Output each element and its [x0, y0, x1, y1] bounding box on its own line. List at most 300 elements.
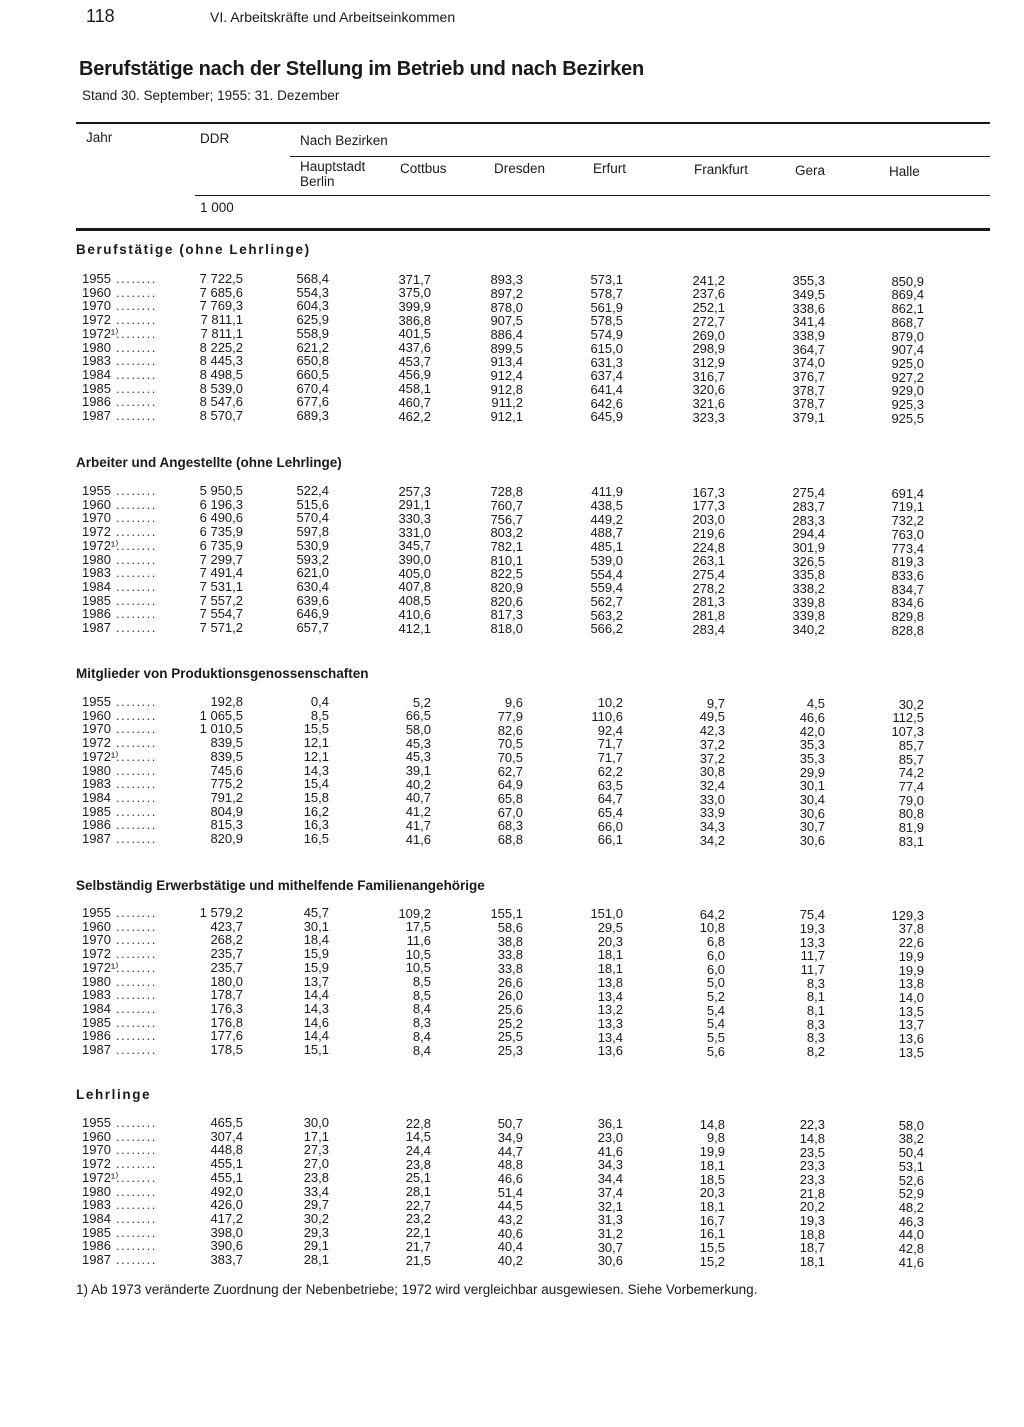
cell-ddr: 7 571,2	[199, 620, 243, 635]
cell-bezirk: 46,6	[799, 709, 825, 725]
cell-bezirk: 41,7	[405, 817, 431, 833]
cell-bezirk: 46,3	[898, 1213, 924, 1229]
dot-leader: ........	[116, 620, 157, 635]
cell-bezirk: 18,1	[699, 1157, 725, 1173]
column-header-halle: Halle	[889, 164, 920, 179]
bezirke-rule	[290, 156, 990, 157]
cell-bezirk: 657,7	[296, 620, 329, 635]
cell-ddr: 448,8	[210, 1142, 243, 1158]
row-year: 1983	[82, 353, 111, 369]
cell-bezirk: 62,2	[597, 763, 623, 779]
cell-bezirk: 19,3	[799, 920, 825, 936]
cell-bezirk: 22,3	[799, 1117, 825, 1133]
cell-bezirk: 29,7	[303, 1197, 329, 1213]
cell-ddr: 7 554,7	[199, 606, 243, 622]
cell-ddr: 235,7	[210, 946, 243, 962]
cell-bezirk: 30,1	[799, 778, 825, 794]
row-year: 1972	[82, 312, 111, 328]
cell-bezirk: 30,7	[597, 1239, 623, 1255]
cell-bezirk: 338,2	[792, 581, 825, 597]
table-row	[0, 946, 1024, 964]
dot-leader: ........	[116, 271, 157, 286]
section-title-lehrlinge: Lehrlinge	[76, 1087, 152, 1102]
cell-bezirk: 14,8	[799, 1130, 825, 1146]
row-year: 1970	[82, 1142, 111, 1158]
cell-bezirk: 68,8	[497, 832, 523, 848]
cell-ddr: 6 735,9	[199, 524, 243, 540]
cell-bezirk: 177,3	[692, 498, 725, 514]
cell-bezirk: 27,0	[303, 1156, 329, 1172]
cell-bezirk: 773,4	[891, 540, 924, 556]
cell-bezirk: 911,2	[491, 395, 523, 411]
cell-bezirk: 241,2	[692, 272, 725, 288]
cell-bezirk: 275,4	[792, 485, 825, 501]
table-row	[0, 325, 1024, 344]
cell-bezirk: 25,6	[497, 1002, 523, 1018]
table-row	[0, 524, 1024, 542]
top-rule	[76, 122, 990, 124]
cell-bezirk: 829,8	[891, 609, 924, 625]
row-year: 1980	[82, 973, 111, 989]
row-year: 1955	[82, 1115, 111, 1130]
cell-bezirk: 642,6	[590, 395, 623, 411]
cell-bezirk: 70,5	[497, 749, 523, 765]
cell-ddr: 383,7	[210, 1252, 243, 1267]
cell-bezirk: 732,2	[891, 513, 924, 529]
cell-bezirk: 45,3	[405, 749, 431, 765]
cell-bezirk: 42,8	[898, 1241, 924, 1257]
cell-bezirk: 44,0	[898, 1227, 924, 1243]
dot-leader: ........	[116, 1197, 157, 1213]
cell-bezirk: 568,4	[296, 271, 329, 286]
row-year: 1987	[82, 408, 111, 423]
cell-bezirk: 70,5	[497, 736, 523, 752]
cell-bezirk: 22,6	[898, 935, 924, 951]
cell-ddr: 178,7	[210, 987, 243, 1003]
cell-bezirk: 110,6	[591, 709, 623, 725]
table-row	[0, 483, 1024, 501]
cell-bezirk: 13,3	[597, 1015, 623, 1031]
cell-bezirk: 67,0	[497, 804, 523, 820]
cell-ddr: 804,9	[210, 803, 243, 819]
cell-bezirk: 411,9	[591, 484, 623, 500]
cell-bezirk: 80,8	[898, 806, 924, 822]
cell-bezirk: 5,4	[706, 1002, 725, 1018]
cell-bezirk: 42,0	[799, 723, 825, 739]
cell-ddr: 7 531,1	[199, 578, 243, 594]
cell-ddr: 235,7	[210, 959, 243, 975]
cell-ddr: 839,5	[210, 735, 243, 751]
cell-bezirk: 573,1	[590, 272, 623, 288]
cell-bezirk: 14,4	[303, 1028, 329, 1044]
cell-ddr: 745,6	[210, 762, 243, 778]
cell-bezirk: 269,0	[692, 327, 725, 343]
cell-bezirk: 13,3	[799, 934, 825, 950]
cell-ddr: 492,0	[210, 1183, 243, 1199]
cell-bezirk: 326,5	[792, 553, 825, 569]
row-year: 1955	[82, 905, 111, 920]
dot-leader: ........	[116, 987, 157, 1003]
cell-bezirk: 219,6	[692, 525, 725, 541]
dot-leader: ........	[116, 1014, 157, 1030]
cell-bezirk: 33,4	[303, 1183, 329, 1199]
cell-bezirk: 12,1	[303, 748, 329, 764]
cell-bezirk: 14,4	[303, 987, 329, 1003]
cell-bezirk: 438,5	[590, 498, 623, 514]
cell-bezirk: 10,2	[597, 695, 623, 711]
cell-bezirk: 615,0	[590, 340, 623, 356]
cell-bezirk: 803,2	[490, 525, 523, 541]
row-year: 1984	[82, 789, 111, 805]
cell-bezirk: 23,8	[405, 1156, 431, 1172]
cell-bezirk: 13,6	[597, 1043, 623, 1059]
cell-bezirk: 18,5	[699, 1171, 725, 1187]
dot-leader: ........	[116, 1042, 157, 1057]
column-header-cottbus: Cottbus	[400, 161, 447, 176]
cell-bezirk: 107,3	[891, 724, 924, 740]
cell-bezirk: 37,4	[597, 1184, 623, 1200]
dot-leader: ........	[116, 694, 157, 709]
cell-bezirk: 578,7	[590, 286, 623, 302]
cell-bezirk: 30,7	[799, 819, 825, 835]
cell-bezirk: 46,6	[497, 1170, 523, 1186]
cell-bezirk: 782,1	[490, 538, 523, 554]
row-year: 1987	[82, 1252, 111, 1267]
cell-bezirk: 820,6	[490, 593, 523, 609]
row-year: 1955	[82, 271, 111, 286]
cell-bezirk: 822,5	[490, 566, 523, 582]
cell-bezirk: 18,8	[799, 1226, 825, 1242]
cell-bezirk: 29,9	[799, 764, 825, 780]
cell-bezirk: 6,0	[706, 961, 725, 977]
dot-leader: ........	[116, 394, 157, 410]
cell-bezirk: 879,0	[891, 328, 924, 344]
cell-bezirk: 63,5	[597, 777, 623, 793]
dot-leader: ........	[116, 551, 157, 567]
cell-bezirk: 925,3	[891, 397, 924, 413]
cell-ddr: 1 579,2	[199, 905, 243, 920]
dot-leader: ........	[116, 312, 157, 328]
table-row	[0, 1156, 1024, 1174]
cell-bezirk: 878,0	[490, 299, 523, 315]
cell-ddr: 7 685,6	[199, 284, 243, 300]
row-year: 1955	[82, 694, 111, 709]
cell-bezirk: 29,5	[597, 920, 623, 936]
cell-bezirk: 321,6	[692, 396, 725, 412]
row-year: 1980	[82, 551, 111, 567]
cell-bezirk: 8,4	[412, 1001, 431, 1017]
cell-bezirk: 10,8	[699, 920, 725, 936]
row-year: 1972¹⁾	[82, 748, 119, 764]
cell-bezirk: 639,6	[296, 592, 329, 608]
cell-bezirk: 893,3	[490, 272, 523, 288]
cell-bezirk: 13,8	[597, 974, 623, 990]
cell-bezirk: 155,1	[490, 906, 523, 922]
dot-leader: ........	[116, 380, 157, 396]
cell-bezirk: 834,6	[891, 595, 924, 611]
cell-bezirk: 52,6	[898, 1172, 924, 1188]
row-year: 1980	[82, 1183, 111, 1199]
cell-bezirk: 50,4	[898, 1145, 924, 1161]
table-row	[0, 1252, 1024, 1270]
row-year: 1983	[82, 1197, 111, 1213]
cell-bezirk: 364,7	[792, 341, 825, 357]
table-row	[0, 789, 1024, 808]
cell-ddr: 268,2	[210, 932, 243, 948]
cell-ddr: 775,2	[210, 776, 243, 792]
cell-ddr: 423,7	[210, 918, 243, 934]
cell-ddr: 455,1	[210, 1156, 243, 1172]
cell-bezirk: 33,9	[699, 805, 725, 821]
dot-leader: ........	[116, 578, 157, 594]
column-header-berlin: Hauptstadt Berlin	[300, 159, 366, 189]
cell-bezirk: 630,4	[296, 578, 329, 594]
dot-leader: ........	[116, 496, 157, 512]
cell-bezirk: 32,4	[699, 777, 725, 793]
cell-bezirk: 283,3	[792, 512, 825, 528]
cell-bezirk: 13,4	[597, 1029, 623, 1045]
cell-bezirk: 5,5	[706, 1030, 725, 1046]
cell-bezirk: 408,5	[398, 593, 431, 609]
cell-bezirk: 64,2	[699, 906, 725, 922]
row-year: 1972	[82, 735, 111, 751]
row-year: 1986	[82, 817, 111, 833]
column-header-erfurt: Erfurt	[593, 161, 627, 176]
cell-bezirk: 8,5	[412, 974, 431, 990]
cell-bezirk: 20,2	[799, 1199, 825, 1215]
cell-bezirk: 10,5	[405, 960, 431, 976]
cell-bezirk: 18,7	[799, 1240, 825, 1256]
cell-bezirk: 460,7	[398, 394, 431, 410]
cell-bezirk: 40,2	[497, 1253, 523, 1269]
cell-bezirk: 294,4	[792, 526, 825, 542]
table-row	[0, 537, 1024, 556]
cell-ddr: 390,6	[210, 1238, 243, 1254]
dot-leader: ........	[116, 366, 157, 382]
cell-bezirk: 51,4	[497, 1184, 523, 1200]
cell-ddr: 455,1	[210, 1169, 243, 1185]
cell-bezirk: 41,6	[898, 1254, 924, 1270]
dot-leader: ........	[116, 565, 157, 581]
cell-bezirk: 29,1	[303, 1238, 329, 1254]
cell-bezirk: 378,7	[792, 382, 825, 398]
table-row	[0, 1169, 1024, 1188]
cell-ddr: 7 811,1	[200, 312, 243, 328]
cell-bezirk: 8,5	[310, 707, 329, 723]
cell-bezirk: 77,9	[497, 708, 523, 724]
cell-bezirk: 27,3	[303, 1142, 329, 1158]
dot-leader: ........	[116, 803, 157, 819]
table-row	[0, 1042, 1024, 1060]
cell-bezirk: 13,8	[898, 976, 924, 992]
cell-bezirk: 862,1	[891, 301, 924, 317]
row-year: 1972	[82, 1156, 111, 1172]
cell-bezirk: 77,4	[898, 778, 924, 794]
dot-leader: ........	[116, 1156, 157, 1172]
cell-bezirk: 331,0	[398, 524, 431, 540]
cell-bezirk: 5,6	[706, 1043, 725, 1059]
cell-bezirk: 637,4	[590, 368, 623, 384]
cell-bezirk: 43,2	[497, 1212, 523, 1228]
cell-bezirk: 35,3	[799, 750, 825, 766]
cell-bezirk: 407,8	[398, 579, 431, 595]
table-row	[0, 312, 1024, 330]
cell-bezirk: 449,2	[590, 511, 623, 527]
cell-bezirk: 410,6	[398, 606, 431, 622]
cell-bezirk: 8,2	[806, 1044, 825, 1060]
cell-bezirk: 18,1	[799, 1254, 825, 1270]
dot-leader: ........	[116, 284, 157, 300]
cell-ddr: 417,2	[210, 1210, 243, 1226]
cell-bezirk: 323,3	[692, 409, 725, 425]
row-year: 1987	[82, 620, 111, 635]
cell-bezirk: 25,5	[497, 1029, 523, 1045]
cell-bezirk: 30,8	[699, 764, 725, 780]
row-year: 1983	[82, 987, 111, 1003]
unit-rule	[195, 195, 990, 196]
row-year: 1983	[82, 776, 111, 792]
cell-bezirk: 298,9	[692, 341, 725, 357]
cell-bezirk: 925,5	[891, 410, 924, 426]
row-year: 1972¹⁾	[82, 537, 119, 553]
cell-bezirk: 14,3	[303, 1000, 329, 1016]
dot-leader: ........	[116, 353, 157, 369]
cell-bezirk: 37,2	[699, 736, 725, 752]
cell-bezirk: 563,2	[590, 607, 623, 623]
cell-bezirk: 34,2	[699, 832, 725, 848]
cell-bezirk: 85,7	[898, 737, 924, 753]
column-header-jahr: Jahr	[86, 130, 113, 145]
cell-ddr: 176,8	[210, 1014, 243, 1030]
cell-ddr: 839,5	[210, 748, 243, 764]
row-year: 1985	[82, 803, 111, 819]
dot-leader: ........	[116, 592, 157, 608]
cell-bezirk: 818,0	[490, 621, 523, 637]
cell-bezirk: 401,5	[398, 326, 431, 342]
cell-bezirk: 335,8	[792, 567, 825, 583]
cell-bezirk: 81,9	[898, 820, 924, 836]
dot-leader: ........	[116, 817, 157, 833]
row-year: 1986	[82, 394, 111, 410]
cell-bezirk: 39,1	[405, 763, 431, 779]
dot-leader: ........	[116, 510, 157, 526]
cell-bezirk: 912,8	[490, 381, 523, 397]
dot-leader: ........	[116, 932, 157, 948]
cell-bezirk: 30,6	[597, 1253, 623, 1269]
cell-bezirk: 15,9	[303, 959, 329, 975]
cell-ddr: 7 769,3	[199, 298, 243, 314]
cell-bezirk: 49,5	[699, 709, 725, 725]
cell-bezirk: 15,8	[303, 789, 329, 805]
cell-bezirk: 868,7	[891, 314, 924, 330]
row-year: 1970	[82, 510, 111, 526]
cell-bezirk: 64,7	[597, 791, 623, 807]
cell-bezirk: 566,2	[590, 621, 623, 637]
cell-bezirk: 48,8	[497, 1157, 523, 1173]
dot-leader: ........	[116, 1252, 157, 1267]
cell-bezirk: 10,5	[405, 946, 431, 962]
section-title-arbeiter-angestellte: Arbeiter und Angestellte (ohne Lehrlinge)	[76, 455, 342, 470]
cell-bezirk: 13,7	[303, 973, 329, 989]
cell-bezirk: 66,5	[405, 708, 431, 724]
dot-leader: ........	[116, 524, 157, 540]
cell-ddr: 7 491,4	[199, 565, 243, 581]
table-row	[0, 905, 1024, 923]
cell-bezirk: 522,4	[296, 483, 329, 498]
dot-leader: ........	[116, 537, 157, 553]
cell-ddr: 6 490,6	[199, 510, 243, 526]
cell-bezirk: 819,3	[891, 554, 924, 570]
cell-bezirk: 252,1	[692, 300, 725, 316]
cell-bezirk: 30,0	[303, 1115, 329, 1130]
dot-leader: ........	[116, 973, 157, 989]
row-year: 1955	[82, 483, 111, 498]
cell-bezirk: 28,1	[405, 1184, 431, 1200]
cell-bezirk: 129,3	[891, 907, 924, 923]
cell-bezirk: 23,3	[799, 1158, 825, 1174]
dot-leader: ........	[116, 1169, 157, 1185]
cell-bezirk: 631,3	[590, 354, 623, 370]
cell-bezirk: 412,1	[398, 620, 431, 636]
cell-bezirk: 621,2	[296, 339, 329, 355]
cell-bezirk: 14,3	[303, 762, 329, 778]
cell-ddr: 6 735,9	[199, 537, 243, 553]
header-bottom-rule	[76, 228, 990, 231]
cell-bezirk: 50,7	[497, 1116, 523, 1132]
cell-bezirk: 340,2	[792, 622, 825, 638]
cell-bezirk: 8,3	[806, 1030, 825, 1046]
dot-leader: ........	[116, 1128, 157, 1144]
dot-leader: ........	[116, 946, 157, 962]
cell-bezirk: 312,9	[692, 354, 725, 370]
cell-bezirk: 913,4	[490, 354, 523, 370]
cell-bezirk: 281,3	[692, 594, 725, 610]
cell-bezirk: 263,1	[692, 553, 725, 569]
column-header-frankfurt: Frankfurt	[694, 162, 749, 177]
cell-bezirk: 25,3	[497, 1043, 523, 1059]
dot-leader: ........	[116, 1210, 157, 1226]
cell-bezirk: 13,5	[898, 1044, 924, 1060]
row-year: 1980	[82, 339, 111, 355]
cell-bezirk: 561,9	[590, 299, 623, 315]
cell-bezirk: 23,5	[799, 1144, 825, 1160]
cell-ddr: 7 722,5	[199, 271, 243, 286]
cell-bezirk: 650,8	[296, 353, 329, 369]
cell-bezirk: 488,7	[590, 525, 623, 541]
row-year: 1986	[82, 1028, 111, 1044]
cell-bezirk: 834,7	[891, 581, 924, 597]
cell-bezirk: 604,3	[296, 298, 329, 314]
cell-bezirk: 15,5	[699, 1240, 725, 1256]
cell-bezirk: 45,7	[303, 905, 329, 920]
cell-bezirk: 554,3	[296, 284, 329, 300]
cell-bezirk: 12,1	[303, 735, 329, 751]
cell-bezirk: 927,2	[891, 369, 924, 385]
cell-bezirk: 112,5	[892, 710, 924, 726]
cell-bezirk: 18,4	[303, 932, 329, 948]
dot-leader: ........	[116, 606, 157, 622]
cell-ddr: 1 010,5	[199, 721, 243, 737]
dot-leader: ........	[116, 789, 157, 805]
cell-bezirk: 21,5	[405, 1252, 431, 1268]
cell-bezirk: 5,0	[706, 975, 725, 991]
cell-bezirk: 11,7	[800, 961, 825, 977]
row-year: 1972¹⁾	[82, 1169, 119, 1185]
cell-bezirk: 16,3	[303, 817, 329, 833]
cell-bezirk: 850,9	[891, 273, 924, 289]
cell-bezirk: 151,0	[590, 906, 623, 922]
cell-bezirk: 929,0	[891, 383, 924, 399]
